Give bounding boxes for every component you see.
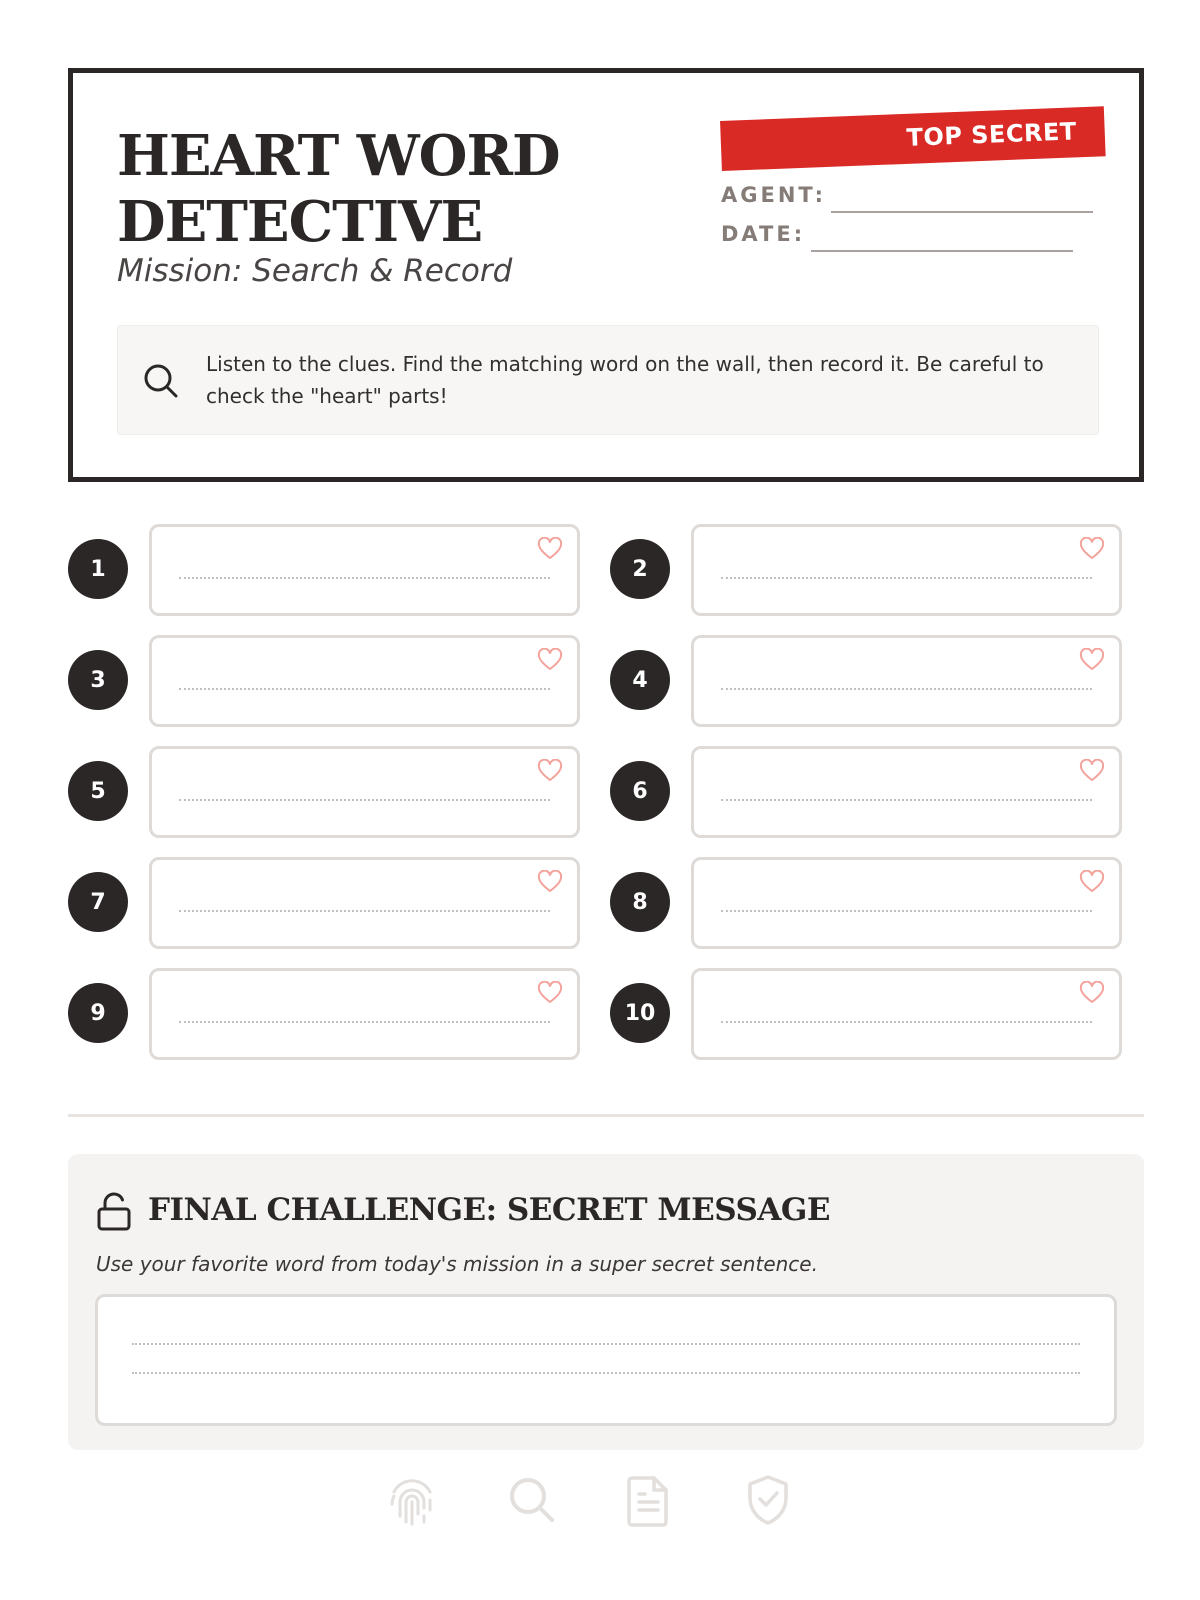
instructions-text: Listen to the clues. Find the matching word on the wall, then record it. Be careful to check the "heart" parts! <box>206 352 1044 408</box>
answer-input-box[interactable] <box>691 524 1122 616</box>
final-challenge-section <box>68 1154 1144 1450</box>
number-label: 3 <box>90 667 106 693</box>
number-badge <box>610 761 670 821</box>
answer-item <box>68 635 580 727</box>
answer-item <box>610 746 1122 838</box>
answer-input-box[interactable] <box>149 635 580 727</box>
number-badge <box>68 650 128 710</box>
writing-line <box>132 1372 1080 1374</box>
instructions-box <box>117 325 1099 435</box>
number-badge <box>610 872 670 932</box>
writing-line <box>132 1343 1080 1345</box>
shield-check-icon <box>744 1472 792 1532</box>
answer-input-box[interactable] <box>691 635 1122 727</box>
date-input-line[interactable] <box>811 250 1073 252</box>
number-badge <box>610 539 670 599</box>
heart-icon <box>537 870 563 898</box>
page-title <box>117 123 637 255</box>
number-label: 2 <box>632 556 648 582</box>
agent-input-line[interactable] <box>831 211 1093 213</box>
number-label: 4 <box>632 667 648 693</box>
number-label: 1 <box>90 556 106 582</box>
writing-line <box>179 799 550 801</box>
writing-line <box>721 799 1092 801</box>
writing-line <box>179 688 550 690</box>
heart-icon <box>537 759 563 787</box>
number-badge <box>68 983 128 1043</box>
number-badge <box>610 650 670 710</box>
worksheet-page <box>68 68 1144 1276</box>
answer-item <box>610 524 1122 616</box>
writing-line <box>179 910 550 912</box>
heart-icon <box>1079 537 1105 565</box>
stamp-label: TOP SECRET <box>906 117 1078 152</box>
search-icon <box>142 362 180 404</box>
number-badge <box>610 983 670 1043</box>
answer-input-box[interactable] <box>149 746 580 838</box>
answer-input-box[interactable] <box>691 857 1122 949</box>
number-badge <box>68 872 128 932</box>
search-icon <box>506 1472 558 1532</box>
number-label: 6 <box>632 778 648 804</box>
answer-input-box[interactable] <box>691 968 1122 1060</box>
writing-line <box>721 1021 1092 1023</box>
document-icon <box>626 1472 672 1532</box>
heart-icon <box>1079 981 1105 1009</box>
number-label: 5 <box>90 778 106 804</box>
answer-input-box[interactable] <box>149 524 580 616</box>
answer-input-box[interactable] <box>149 968 580 1060</box>
title-line-1: HEART WORD <box>117 123 560 189</box>
heart-icon <box>1079 870 1105 898</box>
number-badge <box>68 539 128 599</box>
writing-line <box>179 1021 550 1023</box>
writing-line <box>721 910 1092 912</box>
top-secret-stamp <box>720 106 1106 171</box>
secret-message-input[interactable] <box>95 1294 1117 1426</box>
answer-item <box>610 635 1122 727</box>
heart-icon <box>537 537 563 565</box>
heart-icon <box>1079 648 1105 676</box>
heart-icon <box>1079 759 1105 787</box>
writing-line <box>721 688 1092 690</box>
number-label: 8 <box>632 889 648 915</box>
answer-item <box>68 746 580 838</box>
section-divider <box>68 1114 1144 1117</box>
date-label: DATE: <box>721 222 806 246</box>
final-challenge-description: Use your favorite word from today's mission in a super secret sentence. <box>96 1252 818 1276</box>
answer-input-box[interactable] <box>691 746 1122 838</box>
number-badge <box>68 761 128 821</box>
answer-item <box>68 524 580 616</box>
page-subtitle: Mission: Search & Record <box>117 253 513 289</box>
header-card <box>68 68 1144 482</box>
final-challenge-title: FINAL CHALLENGE: SECRET MESSAGE <box>148 1192 831 1228</box>
writing-line <box>721 577 1092 579</box>
answer-input-box[interactable] <box>149 857 580 949</box>
agent-label: AGENT: <box>721 183 826 207</box>
heart-icon <box>537 981 563 1009</box>
answer-item <box>610 968 1122 1060</box>
writing-line <box>179 577 550 579</box>
title-line-2: DETECTIVE <box>117 189 483 255</box>
lock-open-icon <box>96 1192 132 1236</box>
number-label: 7 <box>90 889 106 915</box>
number-label: 10 <box>624 1000 656 1026</box>
heart-icon <box>537 648 563 676</box>
footer-icon-row <box>68 1472 1144 1532</box>
answer-item <box>610 857 1122 949</box>
answer-item <box>68 857 580 949</box>
answer-item <box>68 968 580 1060</box>
number-label: 9 <box>90 1000 106 1026</box>
fingerprint-icon <box>386 1472 438 1532</box>
date-field <box>721 222 1073 252</box>
agent-field <box>721 183 1093 213</box>
